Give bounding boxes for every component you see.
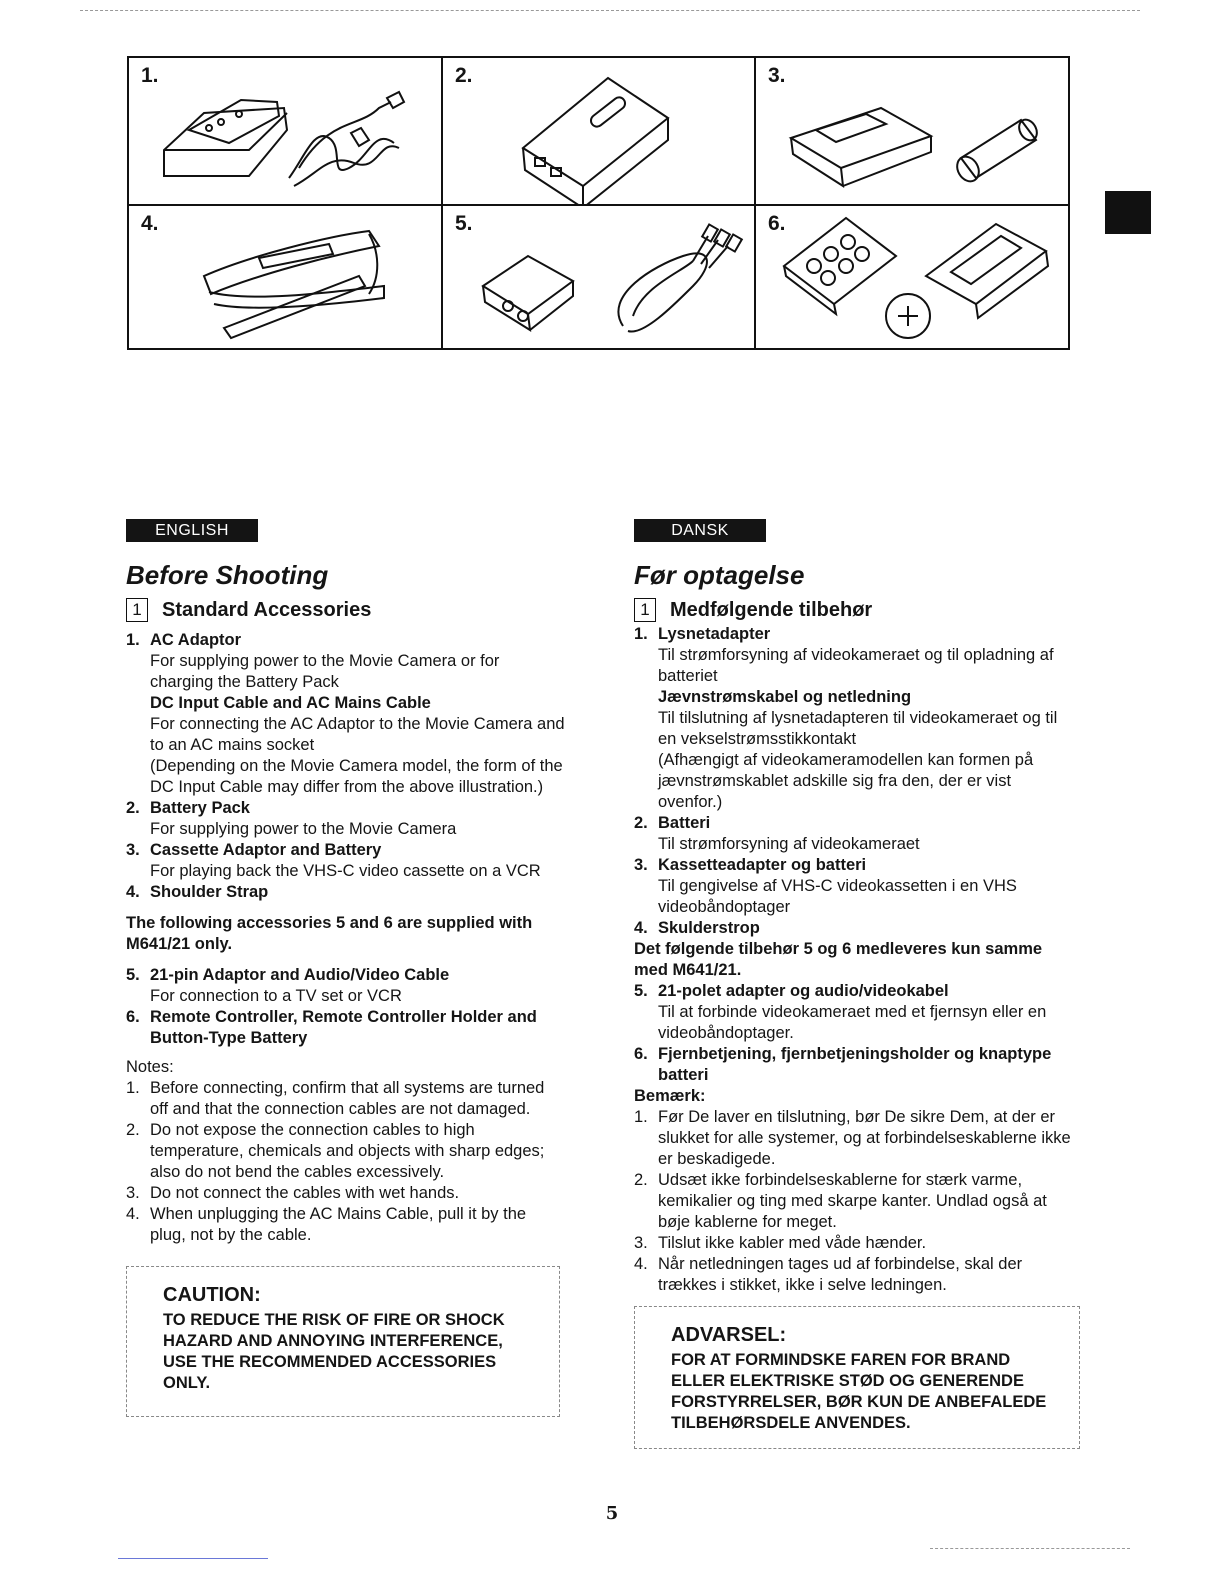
item-name: Cassette Adaptor and Battery [150,841,382,859]
item-description: For connection to a TV set or VCR [150,987,402,1005]
ac-adaptor-with-cables-icon [129,58,441,204]
list-item [634,813,1074,855]
danish-accessory-list [634,624,1074,939]
note-number: 2. [126,1121,140,1139]
note-item [126,1078,566,1120]
english-accessory-list-2 [126,965,566,1049]
figure-number: 4. [141,212,159,235]
list-item [634,918,1074,939]
english-section-heading [126,598,566,622]
item-description: Til strømforsyning af videokameraet [658,835,920,853]
warning-text: FOR AT FORMINDSKE FAREN FOR BRAND ELLER ELEKTRISKE STØD OG GENERENDE FORSTYRRELSER, BØR KUN DE ANBEFALEDE TILBEHØRSDELE ANVENDES. [671,1351,1047,1432]
cassette-adaptor-and-battery-icon [756,58,1069,204]
figure-cell-6 [756,206,1068,348]
note-item [634,1233,1074,1254]
note-number: 3. [634,1234,648,1252]
list-item [126,840,566,882]
note-number: 1. [126,1079,140,1097]
danish-accessory-list-2 [634,981,1074,1086]
note-text: Tilslut ikke kabler med våde hænder. [658,1234,927,1252]
note-text: Before connecting, confirm that all systems are turned off and that the connection cables are not damaged. [150,1079,545,1118]
section-title: Medfølgende tilbehør [670,598,873,621]
list-item [126,882,566,903]
english-page-title: Before Shooting [126,560,329,590]
caution-text: TO REDUCE THE RISK OF FIRE OR SHOCK HAZARD AND ANNOYING INTERFERENCE, USE THE RECOMMENDED ACCESSORIES ONLY. [163,1311,505,1392]
item-description: For supplying power to the Movie Camera [150,820,457,838]
supplied-with-note: The following accessories 5 and 6 are supplied with M641/21 only. [126,914,533,953]
caution-heading: CAUTION: [163,1284,261,1306]
page-number: 5 [605,1503,619,1524]
item-number: 4. [634,919,648,937]
item-number: 1. [634,625,648,643]
note-item [634,1170,1074,1233]
item-name: Batteri [658,814,711,832]
english-accessory-list [126,630,566,903]
chapter-tab-marker [1105,191,1151,234]
remote-controller-holder-button-battery-icon [756,206,1069,350]
item-description: (Afhængigt af videokameramodellen kan formen på jævnstrømskablet adskille sig fra den, der er vist ovenfor.) [658,751,1034,811]
figure-number: 6. [768,212,786,235]
danish-notes-list [634,1107,1074,1296]
scan-artifact-link-line [118,1558,268,1559]
item-description: Til at forbinde videokameraet med et fjernsyn eller en videobåndoptager. [658,1003,1047,1042]
item-description: For connecting the AC Adaptor to the Movie Camera and to an AC mains socket [150,715,565,754]
scan-artifact-top [80,10,1140,11]
list-item [634,981,1074,1044]
english-column [126,519,566,1417]
list-item [126,798,566,840]
note-number: 1. [634,1108,648,1126]
item-name: 21-polet adapter og audio/videokabel [658,982,949,1000]
list-item [126,630,566,798]
battery-pack-icon [443,58,754,204]
item-name: Jævnstrømskabel og netledning [658,688,912,706]
item-name: Kassetteadapter og batteri [658,856,867,874]
note-text: When unplugging the AC Mains Cable, pull it by the plug, not by the cable. [150,1205,527,1244]
figure-cell-5 [443,206,756,348]
danish-section-heading [634,598,1074,622]
note-item [634,1107,1074,1170]
notes-heading: Notes: [126,1058,174,1076]
figure-number: 1. [141,64,159,87]
language-tag-english: ENGLISH [126,519,258,542]
note-text: Udsæt ikke forbindelseskablerne for stærk varme, kemikalier og ting med skarpe kanter. Undlad også at bøje kablerne for meget. [658,1171,1047,1231]
english-notes-list [126,1078,566,1246]
caution-box [126,1266,560,1417]
item-name: Shoulder Strap [150,883,269,901]
danish-page-title: Før optagelse [634,560,805,590]
figure-cell-1 [129,58,443,206]
item-name: Skulderstrop [658,919,760,937]
supplied-with-note: Det følgende tilbehør 5 og 6 medleveres kun samme med M641/21. [634,940,1043,979]
figure-number: 2. [455,64,473,87]
item-number: 1. [126,631,140,649]
item-number: 6. [126,1008,140,1026]
note-item [126,1204,566,1246]
scan-artifact-bottom [930,1548,1130,1549]
item-number: 3. [634,856,648,874]
language-tag-danish: DANSK [634,519,766,542]
figure-cell-3 [756,58,1068,206]
item-description: Til tilslutning af lysnetadapteren til videokameraet og til en vekselstrømsstikkontakt [658,709,1058,748]
item-description: For supplying power to the Movie Camera or for charging the Battery Pack [150,652,500,691]
list-item [126,965,566,1007]
note-item [634,1254,1074,1296]
item-name: Lysnetadapter [658,625,771,643]
warning-box [634,1306,1080,1449]
note-text: Når netledningen tages ud af forbindelse, skal der trækkes i stikket, ikke i selve ledningen. [658,1255,1023,1294]
list-item [634,855,1074,918]
item-number: 6. [634,1045,648,1063]
item-name: Battery Pack [150,799,250,817]
item-name: Fjernbetjening, fjernbetjeningsholder og knaptype batteri [658,1045,1052,1084]
item-name: DC Input Cable and AC Mains Cable [150,694,431,712]
section-number-box: 1 [126,598,148,622]
warning-heading: ADVARSEL: [671,1324,787,1346]
figure-cell-4 [129,206,443,348]
item-number: 5. [634,982,648,1000]
accessories-figure [127,56,1070,350]
note-number: 4. [634,1255,648,1273]
note-text: Do not connect the cables with wet hands. [150,1184,460,1202]
item-description: For playing back the VHS-C video cassette on a VCR [150,862,541,880]
section-title: Standard Accessories [162,598,372,621]
item-description: Til gengivelse af VHS-C videokassetten i en VHS videobåndoptager [658,877,1017,916]
item-name: AC Adaptor [150,631,242,649]
item-number: 2. [634,814,648,832]
note-item [126,1183,566,1204]
figure-number: 5. [455,212,473,235]
item-number: 3. [126,841,140,859]
item-name: Remote Controller, Remote Controller Holder and Button-Type Battery [150,1008,537,1047]
figure-cell-2 [443,58,756,206]
item-name: 21-pin Adaptor and Audio/Video Cable [150,966,450,984]
item-number: 4. [126,883,140,901]
item-description: (Depending on the Movie Camera model, the form of the DC Input Cable may differ from the above illustration.) [150,757,563,796]
list-item [634,1044,1074,1086]
note-number: 2. [634,1171,648,1189]
note-text: Før De laver en tilslutning, bør De sikre Dem, at der er slukket for alle systemer, og at forbindelseskablerne ikke er beskadigede. [658,1108,1071,1168]
section-number-box: 1 [634,598,656,622]
note-number: 3. [126,1184,140,1202]
shoulder-strap-icon [129,206,441,350]
danish-column [634,519,1074,1449]
item-number: 2. [126,799,140,817]
list-item [126,1007,566,1049]
list-item [634,624,1074,813]
note-item [126,1120,566,1183]
item-description: Til strømforsyning af videokameraet og til opladning af batteriet [658,646,1054,685]
notes-heading: Bemærk: [634,1087,706,1105]
figure-number: 3. [768,64,786,87]
item-number: 5. [126,966,140,984]
note-text: Do not expose the connection cables to high temperature, chemicals and objects with sharp edges; also do not bend the cables excessively. [150,1121,545,1181]
note-number: 4. [126,1205,140,1223]
scart-adaptor-and-av-cable-icon [443,206,754,350]
